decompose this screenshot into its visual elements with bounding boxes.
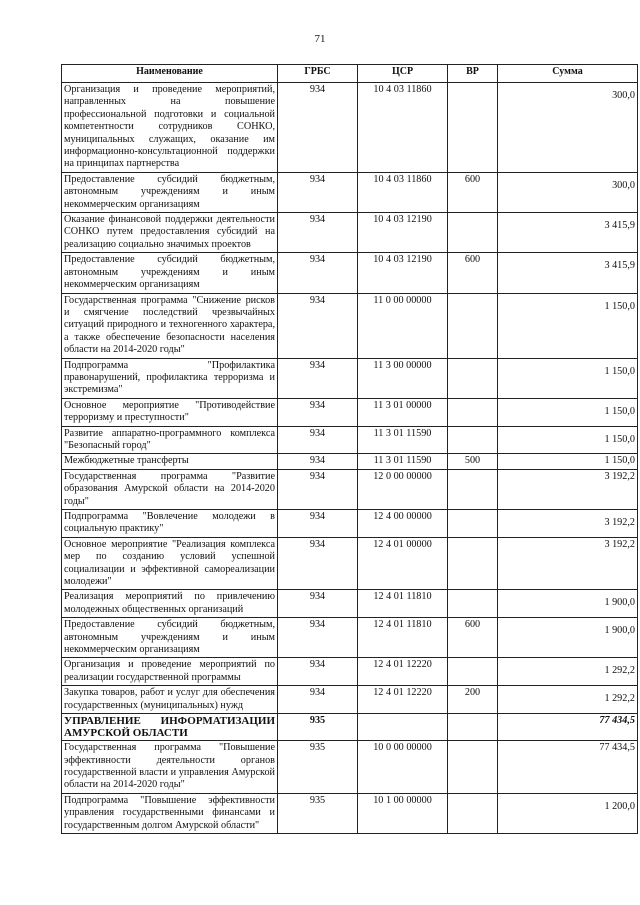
table-row bbox=[62, 213, 638, 253]
header-name: Наименование bbox=[62, 65, 278, 83]
row-sum-value: 1 150,0 bbox=[604, 300, 635, 312]
row-csr-cell: 11 3 01 11590 bbox=[358, 454, 448, 469]
row-grbs-cell: 935 bbox=[278, 793, 358, 833]
row-grbs-cell: 934 bbox=[278, 658, 358, 686]
row-grbs-cell: 934 bbox=[278, 686, 358, 714]
row-csr-cell bbox=[358, 714, 448, 741]
row-name-cell: Предоставление субсидий бюджетным, автономным учреждениям и иным некоммерческим организациям bbox=[62, 172, 278, 212]
table-row bbox=[62, 658, 638, 686]
budget-table bbox=[61, 64, 638, 834]
row-sum-cell bbox=[498, 454, 638, 469]
row-sum-value: 1 200,0 bbox=[604, 800, 635, 812]
row-sum-value: 1 150,0 bbox=[604, 365, 635, 377]
row-grbs-cell: 934 bbox=[278, 83, 358, 173]
row-vr-cell bbox=[448, 398, 498, 426]
row-sum-cell bbox=[498, 590, 638, 618]
table-row bbox=[62, 793, 638, 833]
row-sum-value: 3 192,2 bbox=[604, 538, 635, 550]
row-csr-cell: 12 4 01 12220 bbox=[358, 686, 448, 714]
table-row bbox=[62, 618, 638, 658]
row-sum-cell bbox=[498, 293, 638, 358]
row-csr-cell: 12 4 01 11810 bbox=[358, 590, 448, 618]
table-row bbox=[62, 454, 638, 469]
row-sum-cell bbox=[498, 213, 638, 253]
row-sum-cell bbox=[498, 358, 638, 398]
table-row bbox=[62, 358, 638, 398]
table-row bbox=[62, 714, 638, 741]
row-grbs-cell: 934 bbox=[278, 454, 358, 469]
row-name-cell: Подпрограмма "Профилактика правонарушений, профилактика терроризма и экстремизма" bbox=[62, 358, 278, 398]
row-grbs-cell: 935 bbox=[278, 741, 358, 794]
table-row bbox=[62, 426, 638, 454]
row-csr-cell: 11 3 01 11590 bbox=[358, 426, 448, 454]
table-row bbox=[62, 172, 638, 212]
header-vr: ВР bbox=[448, 65, 498, 83]
row-csr-cell: 11 3 01 00000 bbox=[358, 398, 448, 426]
row-vr-cell bbox=[448, 213, 498, 253]
row-vr-cell bbox=[448, 590, 498, 618]
row-grbs-cell: 934 bbox=[278, 590, 358, 618]
row-name-cell: Государственная программа "Снижение рисков и смягчение последствий чрезвычайных ситуаций природного и техногенного характера, а также обеспечение безопасности населения области на 2014-2020 годы" bbox=[62, 293, 278, 358]
row-vr-cell bbox=[448, 741, 498, 794]
table-header-row bbox=[62, 65, 638, 83]
row-csr-cell: 12 4 01 12220 bbox=[358, 658, 448, 686]
row-sum-value: 1 150,0 bbox=[604, 433, 635, 445]
table-row bbox=[62, 253, 638, 293]
table-row bbox=[62, 686, 638, 714]
row-csr-cell: 11 3 00 00000 bbox=[358, 358, 448, 398]
page-number: 71 bbox=[314, 33, 326, 45]
header-csr: ЦСР bbox=[358, 65, 448, 83]
row-vr-cell bbox=[448, 537, 498, 590]
table-row bbox=[62, 537, 638, 590]
row-vr-cell bbox=[448, 793, 498, 833]
row-name-cell: Государственная программа "Повышение эффективности деятельности органов государственной власти и управления Амурской области на 2014-2020 годы" bbox=[62, 741, 278, 794]
row-sum-cell bbox=[498, 793, 638, 833]
row-sum-cell bbox=[498, 741, 638, 794]
header-grbs: ГРБС bbox=[278, 65, 358, 83]
row-name-cell: Подпрограмма "Вовлечение молодежи в социальную практику" bbox=[62, 510, 278, 538]
row-sum-cell bbox=[498, 469, 638, 509]
table-body bbox=[62, 83, 638, 834]
row-vr-cell bbox=[448, 469, 498, 509]
row-csr-cell: 10 4 03 11860 bbox=[358, 172, 448, 212]
row-sum-cell bbox=[498, 253, 638, 293]
row-vr-cell bbox=[448, 83, 498, 173]
row-name-cell: Государственная программа "Развитие образования Амурской области на 2014-2020 годы" bbox=[62, 469, 278, 509]
row-csr-cell: 10 4 03 12190 bbox=[358, 253, 448, 293]
table-row bbox=[62, 83, 638, 173]
row-sum-cell bbox=[498, 426, 638, 454]
row-sum-cell bbox=[498, 83, 638, 173]
row-name-cell: Оказание финансовой поддержки деятельности СОНКО путем предоставления субсидий на реализацию социально значимых проектов bbox=[62, 213, 278, 253]
row-vr-cell: 500 bbox=[448, 454, 498, 469]
table-row bbox=[62, 741, 638, 794]
row-sum-value: 300,0 bbox=[612, 90, 635, 101]
row-sum-value: 300,0 bbox=[612, 179, 635, 191]
row-name-cell: УПРАВЛЕНИЕ ИНФОРМАТИЗАЦИИ АМУРСКОЙ ОБЛАСТИ bbox=[62, 714, 278, 741]
row-grbs-cell: 934 bbox=[278, 469, 358, 509]
row-csr-cell: 10 0 00 00000 bbox=[358, 741, 448, 794]
row-csr-cell: 12 4 00 00000 bbox=[358, 510, 448, 538]
row-csr-cell: 12 0 00 00000 bbox=[358, 469, 448, 509]
row-grbs-cell: 935 bbox=[278, 714, 358, 741]
table-row bbox=[62, 590, 638, 618]
row-sum-value: 3 415,9 bbox=[604, 220, 635, 232]
row-name-cell: Предоставление субсидий бюджетным, автономным учреждениям и иным некоммерческим организациям bbox=[62, 618, 278, 658]
row-sum-value: 1 150,0 bbox=[604, 455, 635, 467]
header-sum: Сумма bbox=[498, 65, 638, 83]
row-grbs-cell: 934 bbox=[278, 213, 358, 253]
row-sum-value: 3 415,9 bbox=[604, 260, 635, 272]
row-grbs-cell: 934 bbox=[278, 426, 358, 454]
row-name-cell: Основное мероприятие "Реализация комплекса мер по созданию условий успешной социализации и эффективной самореализации молодежи" bbox=[62, 537, 278, 590]
table-row bbox=[62, 510, 638, 538]
row-sum-value: 77 434,5 bbox=[599, 742, 635, 754]
row-sum-value: 1 150,0 bbox=[604, 405, 635, 417]
row-sum-cell bbox=[498, 398, 638, 426]
row-vr-cell bbox=[448, 293, 498, 358]
row-vr-cell bbox=[448, 658, 498, 686]
row-name-cell: Предоставление субсидий бюджетным, автономным учреждениям и иным некоммерческим организациям bbox=[62, 253, 278, 293]
row-name-cell: Организация и проведение мероприятий по реализации государственной программы bbox=[62, 658, 278, 686]
row-name-cell: Основное мероприятие "Противодействие терроризму и преступности" bbox=[62, 398, 278, 426]
row-csr-cell: 10 4 03 11860 bbox=[358, 83, 448, 173]
row-csr-cell: 10 1 00 00000 bbox=[358, 793, 448, 833]
row-sum-value: 1 900,0 bbox=[604, 597, 635, 609]
row-sum-value: 3 192,2 bbox=[604, 470, 635, 482]
row-name-cell: Межбюджетные трансферты bbox=[62, 454, 278, 469]
row-vr-cell: 600 bbox=[448, 618, 498, 658]
table-row bbox=[62, 398, 638, 426]
row-vr-cell: 600 bbox=[448, 253, 498, 293]
row-name-cell: Закупка товаров, работ и услуг для обеспечения государственных (муниципальных) нужд bbox=[62, 686, 278, 714]
row-grbs-cell: 934 bbox=[278, 358, 358, 398]
row-grbs-cell: 934 bbox=[278, 172, 358, 212]
row-sum-value: 77 434,5 bbox=[599, 715, 635, 727]
row-sum-cell bbox=[498, 172, 638, 212]
table-row bbox=[62, 293, 638, 358]
table-row bbox=[62, 469, 638, 509]
row-grbs-cell: 934 bbox=[278, 398, 358, 426]
row-vr-cell: 600 bbox=[448, 172, 498, 212]
row-sum-cell bbox=[498, 714, 638, 741]
row-sum-value: 1 292,2 bbox=[604, 693, 635, 705]
row-sum-cell bbox=[498, 537, 638, 590]
row-grbs-cell: 934 bbox=[278, 293, 358, 358]
row-sum-cell bbox=[498, 618, 638, 658]
row-grbs-cell: 934 bbox=[278, 537, 358, 590]
row-sum-value: 1 900,0 bbox=[604, 625, 635, 637]
row-grbs-cell: 934 bbox=[278, 253, 358, 293]
row-vr-cell: 200 bbox=[448, 686, 498, 714]
row-grbs-cell: 934 bbox=[278, 510, 358, 538]
row-sum-value: 1 292,2 bbox=[604, 665, 635, 677]
row-name-cell: Подпрограмма "Повышение эффективности управления государственными финансами и государственным долгом Амурской области" bbox=[62, 793, 278, 833]
row-sum-cell bbox=[498, 510, 638, 538]
row-vr-cell bbox=[448, 358, 498, 398]
row-name-cell: Развитие аппаратно-программного комплекса "Безопасный город" bbox=[62, 426, 278, 454]
row-vr-cell bbox=[448, 510, 498, 538]
row-csr-cell: 10 4 03 12190 bbox=[358, 213, 448, 253]
row-vr-cell bbox=[448, 714, 498, 741]
row-csr-cell: 12 4 01 11810 bbox=[358, 618, 448, 658]
row-sum-cell bbox=[498, 658, 638, 686]
row-csr-cell: 11 0 00 00000 bbox=[358, 293, 448, 358]
row-grbs-cell: 934 bbox=[278, 618, 358, 658]
row-sum-value: 3 192,2 bbox=[604, 517, 635, 528]
row-csr-cell: 12 4 01 00000 bbox=[358, 537, 448, 590]
row-name-cell: Организация и проведение мероприятий, направленных на повышение профессиональной подготовки и социальной компетентности сотрудников СОНКО, муниципальных служащих, оказание им информационно-консультационной поддержки на принципах партнерства bbox=[62, 83, 278, 173]
row-name-cell: Реализация мероприятий по привлечению молодежных общественных организаций bbox=[62, 590, 278, 618]
row-vr-cell bbox=[448, 426, 498, 454]
row-sum-cell bbox=[498, 686, 638, 714]
